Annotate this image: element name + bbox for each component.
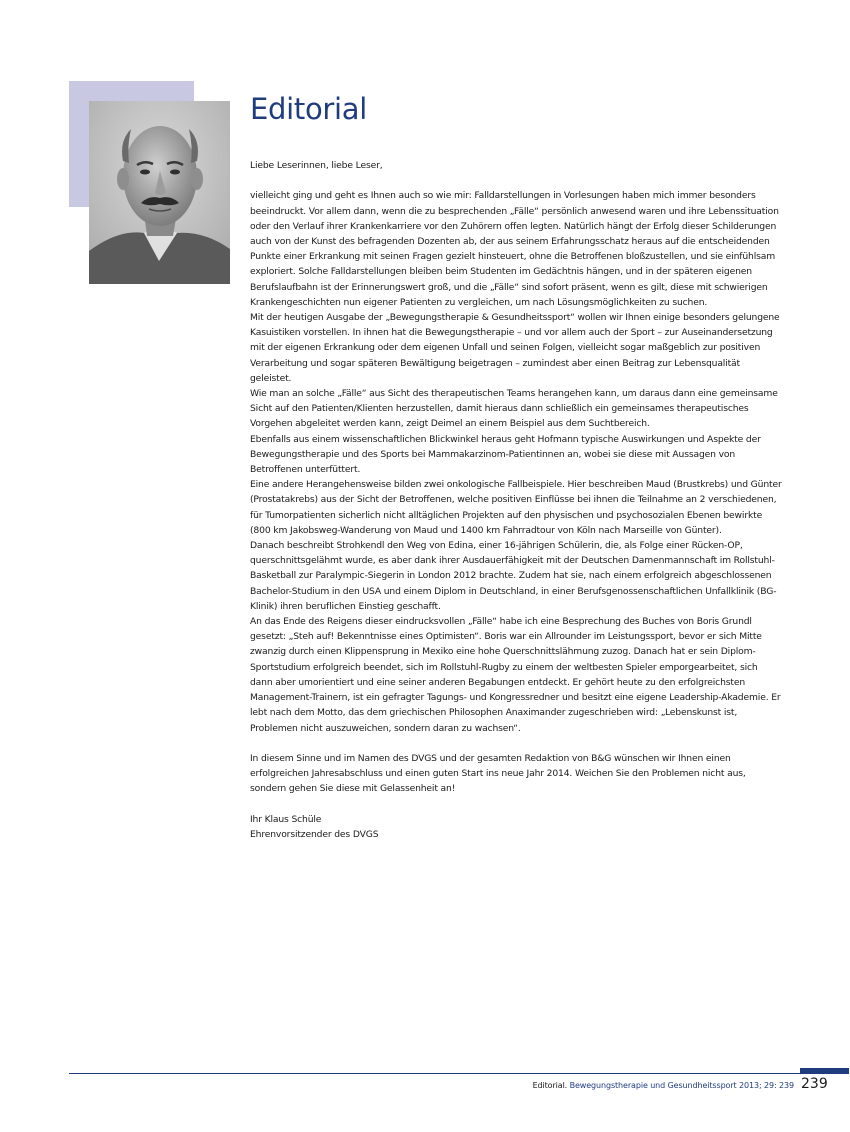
page-title: Editorial [250, 92, 368, 126]
footer-journal: Bewegungstherapie und Gesundheitssport 2013; 29: 239 [567, 1081, 794, 1090]
body-paragraph: Danach beschreibt Strohkendl den Weg von Edina, einer 16-jährigen Schülerin, die, als Folge einer Rücken-OP, querschnittsgelähmt wurde, es aber dank ihrer Ausdauerfähigkeit mit der Deutschen Damenmannschaft im Rollstuhl-Basketball zur Paralympic-Siegerin in London 2012 brachte. Zudem hat sie, nach einem erfolgreich abgeschlossenen Bachelor-Studium in den USA und einem Diplom in Deutschland, in einer Berufsgenossenschaftlichen Unfallklinik (BG-Klinik) ihren beruflichen Einstieg geschafft. [250, 540, 777, 612]
editorial-body [250, 158, 782, 842]
author-portrait [89, 101, 230, 284]
closing-paragraph: In diesem Sinne und im Namen des DVGS und der gesamten Redaktion von B&G wünschen wir Ihnen einen erfolgreichen Jahresabschluss und einen guten Start ins neue Jahr 2014. Weichen Sie den Problemen nicht aus, sondern gehen Sie diese mit Gelassenheit an! [250, 752, 746, 795]
body-paragraph: Mit der heutigen Ausgabe der „Bewegungstherapie & Gesundheitssport“ wollen wir Ihnen einige besonders gelungene Kasuistiken vorstellen. In ihnen hat die Bewegungstherapie – und vor allem auch der Sport – zur Auseinandersetzung mit der eigenen Erkrankung oder dem eigenen Unfall und seinen Folgen, vielleicht sogar maßgeblich zur positiven Verarbeitung und sogar späteren Bewältigung beigetragen – zumindest aber einen Beitrag zur Lebensqualität geleistet. [250, 312, 780, 384]
body-paragraph: Wie man an solche „Fälle“ aus Sicht des therapeutischen Teams herangehen kann, um daraus dann eine gemeinsame Sicht auf den Patienten/Klienten herzustellen, damit hieraus dann schließlich ein gemeinsames therapeutisches Vorgehen abgeleitet werden kann, zeigt Deimel an einem Beispiel aus dem Suchtbereich. [250, 388, 778, 430]
footer-citation [533, 1081, 794, 1090]
signature-role: Ehrenvorsitzender des DVGS [250, 828, 379, 840]
body-paragraph: vielleicht ging und geht es Ihnen auch so wie mir: Falldarstellungen in Vorlesungen haben mich immer besonders beeindruckt. Vor allem dann, wenn die zu besprechenden „Fälle“ persönlich anwesend waren und ihre Lebenssituation oder den Verlauf ihrer Krankenkarriere vor den Zuhörern offen legten. Natürlich hängt der Erfolg dieser Schilderungen auch von der Kunst des befragenden Dozenten ab, der aus seinem Erfahrungsschatz heraus auf die entscheidenden Punkte einer Erkrankung mit seinen Fragen gezielt hinsteuert, ohne die Betroffenen bloßzustellen, und sie einfühlsam exploriert. Solche Falldarstellungen bleiben beim Studenten im Gedächtnis hängen, und in der späteren eigenen Berufslaufbahn ist der Erinnerungswert groß, und die „Fälle“ sind sofort präsent, wenn es gilt, diese mit schwierigen Krankengeschichten nun eigener Patienten zu vergleichen, um nach Lösungsmöglichkeiten zu suchen. [250, 190, 779, 308]
footer-section: Editorial. [532, 1081, 568, 1090]
footer-divider [69, 1073, 849, 1074]
salutation: Liebe Leserinnen, liebe Leser, [250, 160, 383, 171]
signature-name: Ihr Klaus Schüle [250, 813, 322, 825]
body-paragraph: An das Ende des Reigens dieser eindrucksvollen „Fälle“ habe ich eine Besprechung des Buches von Boris Grundl gesetzt: „Steh auf! Bekenntnisse eines Optimisten“. Boris war ein Allrounder im Leistungssport, bevor er sich Mitte zwanzig durch einen Klippensprung in Mexiko eine hohe Querschnittslähmung zuzog. Danach hat er sein Diplom-Sportstudium erfolgreich beendet, sich im Rollstuhl-Rugby zu einem der weltbesten Spieler emporgearbeitet, sich dann aber umorientiert und eine seiner anderen Begabungen entdeckt. Er gehört heute zu den erfolgreichsten Management-Trainern, ist ein gefragter Tagungs- und Kongressredner und besitzt eine eigene Leadership-Akademie. Er lebt nach dem Motto, das dem griechischen Philosophen Anaximander zugeschrieben wird: „Lebenskunst ist, Problemen nicht auszuweichen, sondern daran zu wachsen“. [250, 616, 781, 734]
page-number: 239 [801, 1076, 828, 1092]
footer-accent-tab [800, 1068, 849, 1074]
body-paragraph: Ebenfalls aus einem wissenschaftlichen Blickwinkel heraus geht Hofmann typische Auswirkungen und Aspekte der Bewegungstherapie und des Sports bei Mammakarzinom-Patientinnen an, wobei sie diese mit Aussagen von Betroffenen unterfüttert. [250, 433, 761, 476]
body-paragraph: Eine andere Herangehensweise bilden zwei onkologische Fallbeispiele. Hier beschreiben Maud (Brustkrebs) und Günter (Prostatakrebs) aus der Sicht der Betroffenen, welche positiven Einflüsse bei ihnen die Teilnahme an 2 verschiedenen, für Tumorpatienten sicherlich nicht alltäglichen Projekten auf den physischen und psychosozialen Ebenen bewirkte (800 km Jakobsweg-Wanderung von Maud und 1400 km Fahrradtour von Köln nach Marseille von Günter). [250, 479, 782, 536]
